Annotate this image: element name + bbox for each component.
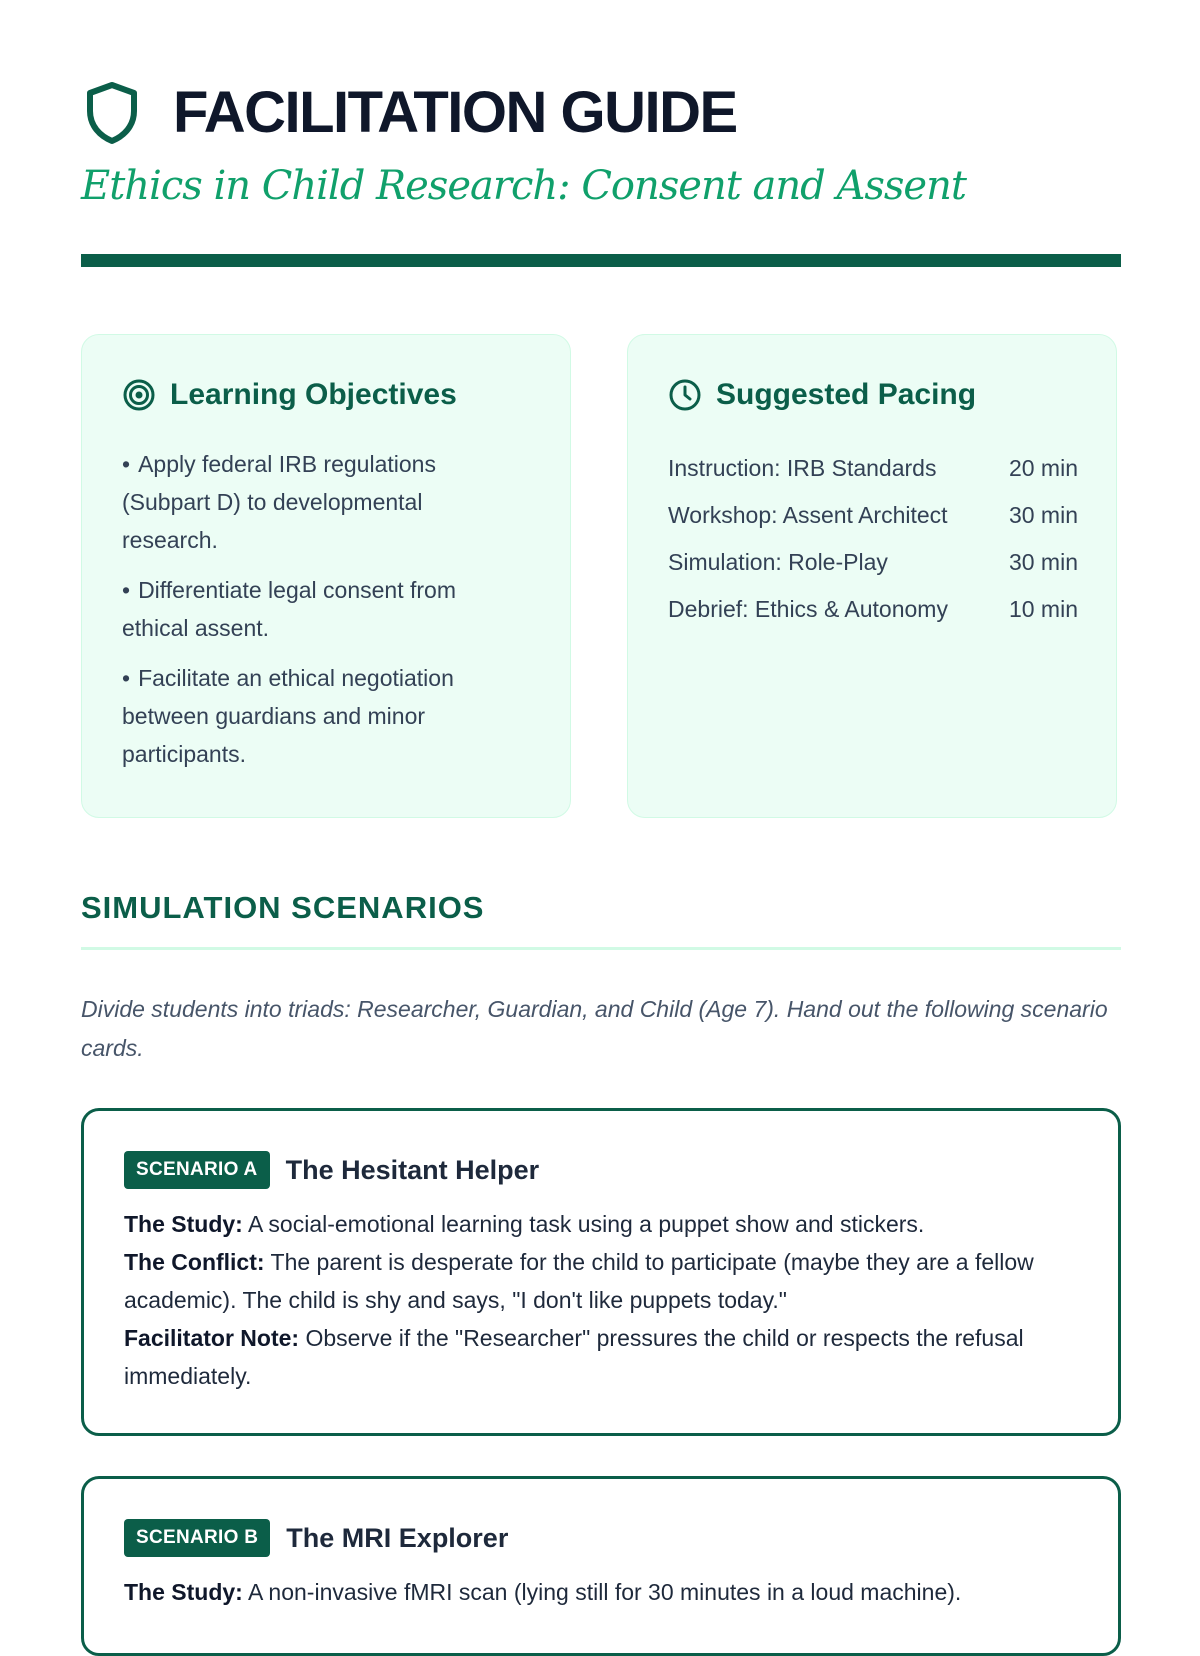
pacing-label: Debrief: Ethics & Autonomy	[668, 596, 948, 622]
scenario-study	[124, 1205, 1074, 1243]
pacing-title: Suggested Pacing	[716, 378, 977, 411]
scenario-title: The MRI Explorer	[286, 1523, 509, 1553]
page-subtitle: Ethics in Child Research: Consent and Assent	[81, 163, 966, 209]
note-label: Facilitator Note:	[124, 1325, 300, 1351]
pacing-header	[668, 375, 976, 415]
scenario-badge: SCENARIO A	[124, 1151, 270, 1189]
section-divider	[81, 947, 1121, 950]
header	[81, 80, 737, 146]
pacing-list	[668, 445, 1078, 633]
section-title: SIMULATION SCENARIOS	[81, 890, 485, 925]
pacing-label: Simulation: Role-Play	[668, 549, 888, 575]
pacing-time: 30 min	[1008, 549, 1078, 575]
conflict-label: The Conflict:	[124, 1249, 265, 1275]
shield-icon	[85, 81, 139, 145]
scenario-conflict	[124, 1243, 1074, 1319]
scenario-body	[124, 1205, 1074, 1395]
pacing-row	[668, 586, 1078, 633]
objectives-header	[122, 375, 457, 415]
scenario-card-b	[81, 1476, 1121, 1656]
scenario-badge: SCENARIO B	[124, 1519, 270, 1557]
pacing-card	[627, 334, 1117, 818]
scenario-header	[124, 1151, 539, 1189]
list-item: • Apply federal IRB regulations (Subpart D) to developmental research.	[122, 445, 522, 559]
objectives-card	[81, 334, 571, 818]
objectives-title: Learning Objectives	[170, 378, 457, 411]
clock-icon	[668, 378, 702, 412]
header-divider	[81, 254, 1121, 267]
list-item: • Facilitate an ethical negotiation between guardians and minor participants.	[122, 659, 522, 773]
scenario-header	[124, 1519, 508, 1557]
target-icon	[122, 378, 156, 412]
scenario-card-a	[81, 1108, 1121, 1436]
section-intro: Divide students into triads: Researcher, Guardian, and Child (Age 7). Hand out the following scenario cards.	[81, 996, 1108, 1061]
pacing-time: 10 min	[1008, 596, 1078, 622]
study-text: A non-invasive fMRI scan (lying still for 30 minutes in a loud machine).	[247, 1579, 962, 1605]
pacing-row	[668, 539, 1078, 586]
scenario-study	[124, 1573, 1074, 1611]
pacing-label: Workshop: Assent Architect	[668, 502, 948, 528]
study-text: A social-emotional learning task using a puppet show and stickers.	[247, 1211, 925, 1237]
scenario-body	[124, 1573, 1074, 1611]
study-label: The Study:	[124, 1579, 243, 1605]
list-item: • Differentiate legal consent from ethical assent.	[122, 571, 522, 647]
page-title: FACILITATION GUIDE	[173, 80, 737, 145]
note-text: Observe if the "Researcher" pressures the child or respects the refusal immediately.	[124, 1325, 1024, 1389]
pacing-time: 20 min	[1008, 455, 1078, 481]
pacing-row	[668, 492, 1078, 539]
pacing-time: 30 min	[1008, 502, 1078, 528]
objectives-list	[122, 445, 522, 785]
pacing-row	[668, 445, 1078, 492]
scenario-title: The Hesitant Helper	[285, 1155, 540, 1185]
study-label: The Study:	[124, 1211, 243, 1237]
scenario-note	[124, 1319, 1074, 1395]
pacing-label: Instruction: IRB Standards	[668, 455, 937, 481]
conflict-text: The parent is desperate for the child to participate (maybe they are a fellow academic). The child is shy and says, "I don't like puppets today."	[124, 1249, 1034, 1313]
